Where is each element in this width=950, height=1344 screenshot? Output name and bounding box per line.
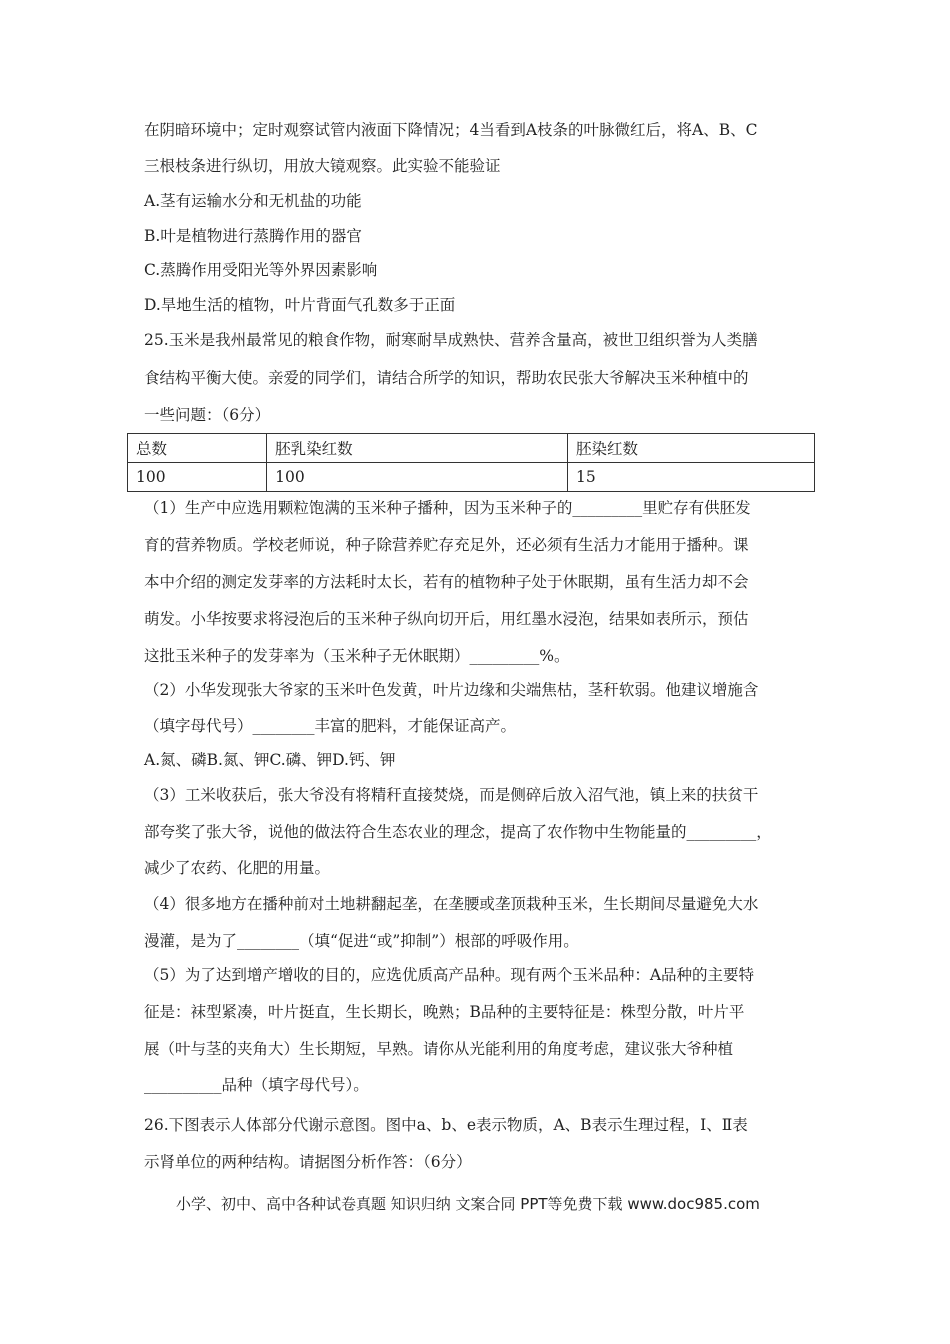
sub-question-2: （2）小华发现张大爷家的玉米叶色发黄，叶片边缘和尖端焦枯，茎秆软弱。他建议增施含 xyxy=(144,681,759,699)
page-footer: 小学、初中、高中各种试卷真题 知识归纳 文案合同 PPT等免费下载 www.doc985.com xyxy=(176,1195,760,1213)
text-line: 减少了农药、化肥的用量。 xyxy=(144,859,331,877)
table-cell: 100 xyxy=(267,463,568,492)
table-header-cell: 胚乳染红数 xyxy=(267,434,568,463)
text-line: 萌发。小华按要求将浸泡后的玉米种子纵向切开后，用红墨水浸泡，结果如表所示，预估 xyxy=(144,610,749,628)
sub-question-4: （4）很多地方在播种前对土地耕翻起垄，在垄腰或垄顶栽种玉米，生长期间尽量避免大水 xyxy=(144,895,759,913)
text-line: 一些问题：（6分） xyxy=(144,406,271,424)
text-line: 在阴暗环境中；定时观察试管内液面下降情况；4当看到A枝条的叶脉微红后，将A、B、C xyxy=(144,121,758,139)
option-d: D.旱地生活的植物，叶片背面气孔数多于正面 xyxy=(144,296,456,314)
text-line: 这批玉米种子的发芽率为（玉米种子无休眠期）_________%。 xyxy=(144,647,570,665)
question-26: 26.下图表示人体部分代谢示意图。图中a、b、e表示物质，A、B表示生理过程，I、Ⅱ表 xyxy=(144,1116,748,1134)
option-b: B.叶是植物进行蒸腾作用的器官 xyxy=(144,227,362,245)
text-line: 三根枝条进行纵切，用放大镜观察。此实验不能验证 xyxy=(144,157,501,175)
text-line: 漫灌，是为了________（填“促进“或”抑制”）根部的呼吸作用。 xyxy=(144,932,579,950)
option-c: C.蒸腾作用受阳光等外界因素影响 xyxy=(144,261,378,279)
options-line: A.氮、磷B.氮、钾C.磷、钾D.钙、钾 xyxy=(144,751,396,769)
table-header-cell: 胚染红数 xyxy=(568,434,815,463)
sub-question-5: （5）为了达到增产增收的目的，应选优质高产品种。现有两个玉米品种：A品种的主要特 xyxy=(144,966,755,984)
sub-question-3: （3）工米收获后，张大爷没有将精秆直接焚烧，而是侧碎后放入沼气池，镇上来的扶贫干 xyxy=(144,786,759,804)
text-line: 部夸奖了张大爷，说他的做法符合生态农业的理念，提高了农作物中生物能量的_________， xyxy=(144,823,772,841)
table-row xyxy=(128,463,815,492)
text-line: （填字母代号）________丰富的肥料，才能保证高产。 xyxy=(144,717,517,735)
table-header-cell: 总数 xyxy=(128,434,267,463)
text-line: 征是：袜型紧凑，叶片挺直，生长期长，晚熟；B品种的主要特征是：株型分散，叶片平 xyxy=(144,1003,745,1021)
table-header-row xyxy=(128,434,815,463)
text-line: 育的营养物质。学校老师说，种子除营养贮存充足外，还必须有生活力才能用于播种。课 xyxy=(144,536,749,554)
option-a: A.茎有运输水分和无机盐的功能 xyxy=(144,192,362,210)
sub-question-1: （1）生产中应选用颗粒饱满的玉米种子播种，因为玉米种子的_________里贮存有供胚发 xyxy=(144,499,751,517)
table-cell: 15 xyxy=(568,463,815,492)
germination-table xyxy=(127,433,815,492)
question-25: 25.玉米是我州最常见的粮食作物，耐寒耐旱成熟快、营养含量高，被世卫组织誉为人类膳 xyxy=(144,331,758,349)
table-cell: 100 xyxy=(128,463,267,492)
text-line: 食结构平衡大使。亲爱的同学们，请结合所学的知识，帮助农民张大爷解决玉米种植中的 xyxy=(144,369,749,387)
text-line: __________品种（填字母代号）。 xyxy=(144,1076,369,1094)
text-line: 示肾单位的两种结构。请据图分析作答：（6分） xyxy=(144,1153,472,1171)
text-line: 展（叶与茎的夹角大）生长期短，早熟。请你从光能利用的角度考虑，建议张大爷种植 xyxy=(144,1040,734,1058)
text-line: 本中介绍的测定发芽率的方法耗时太长，若有的植物种子处于休眠期，虽有生活力却不会 xyxy=(144,573,749,591)
